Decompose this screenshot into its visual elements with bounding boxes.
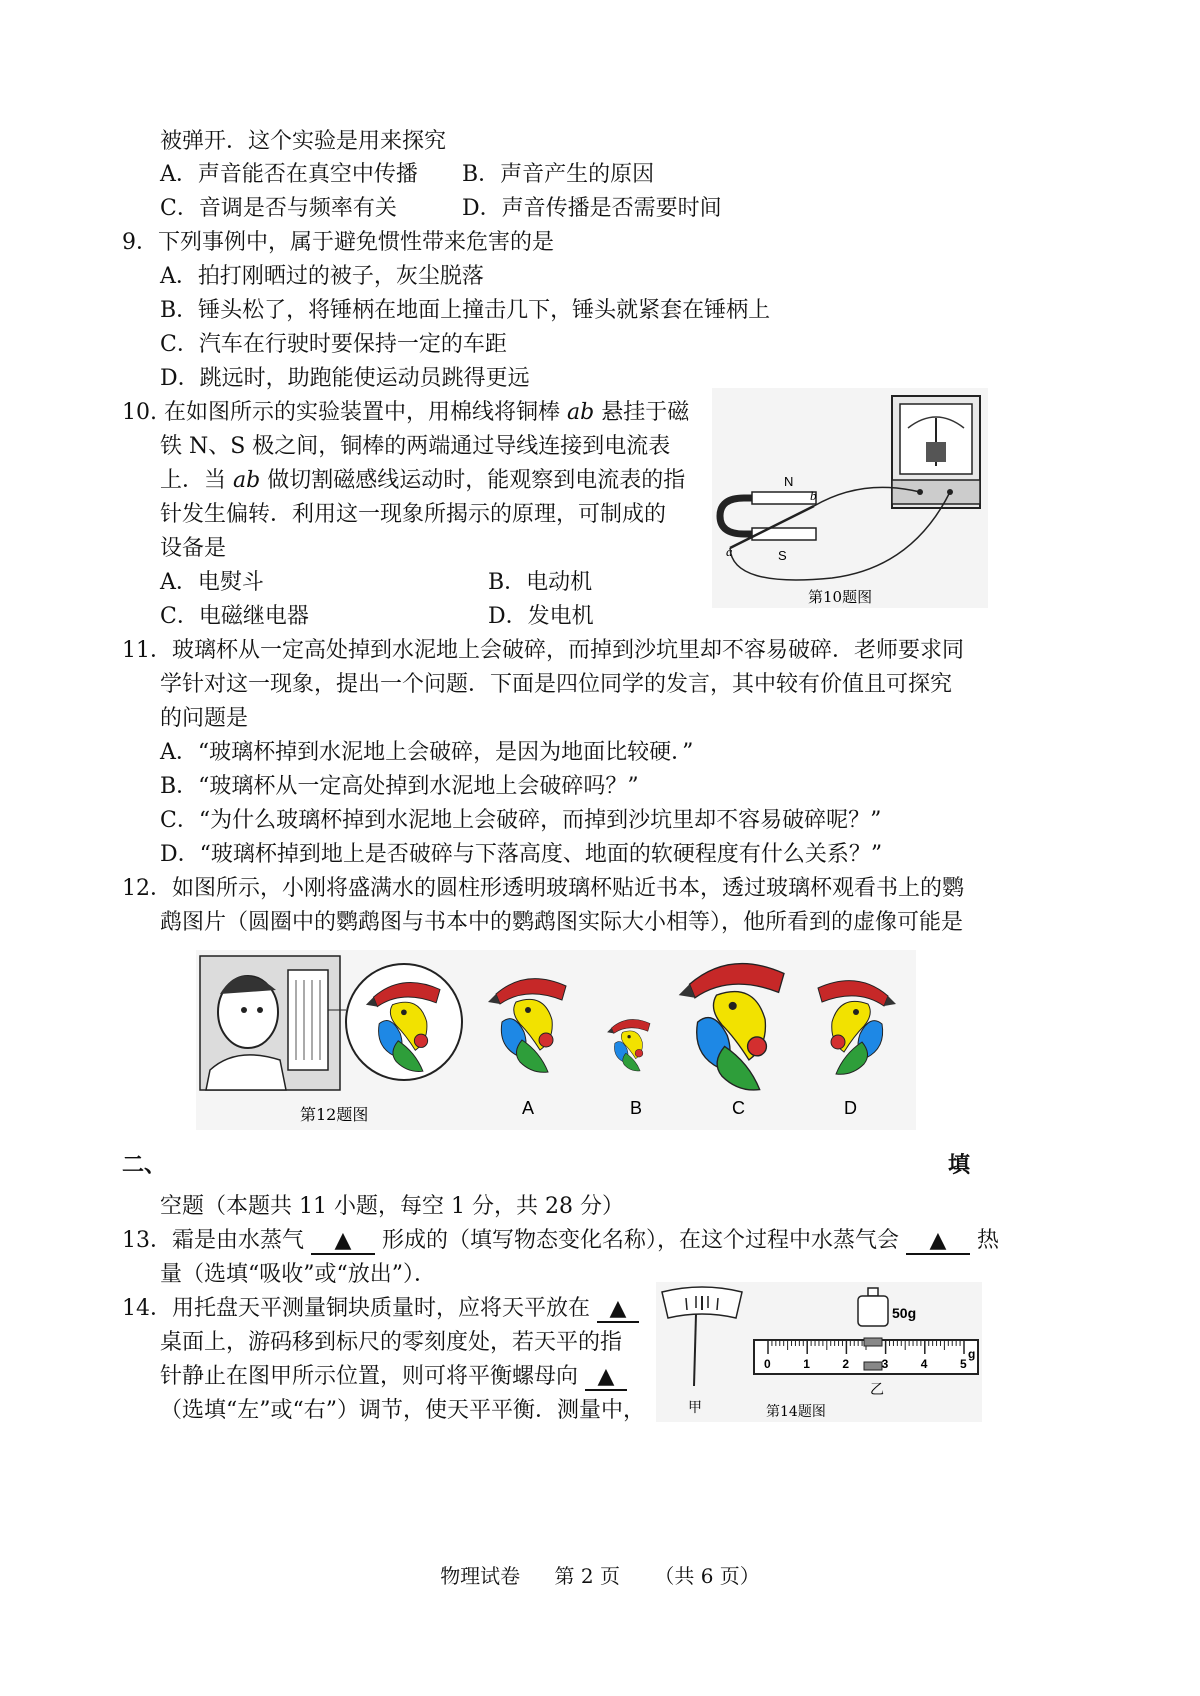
q10-line5: 设备是 [160,536,227,561]
q8-option-d: D．声音传播是否需要时间 [462,196,722,221]
q14-line1 [122,1294,639,1324]
scale-tick-label: 3 [881,1357,889,1371]
q8-option-b: B．声音产生的原因 [462,162,655,187]
label-yi: 乙 [870,1382,884,1398]
q9-option-c: C．汽车在行驶时要保持一定的车距 [160,332,507,357]
q13-blank-2[interactable]: ▲ [906,1229,970,1255]
q11-line1: 11．玻璃杯从一定高处掉到水泥地上会破碎，而掉到沙坑里却不容易破碎．老师要求同 [122,638,964,663]
q14-line3 [160,1362,627,1392]
q11-option-d: D．“玻璃杯掉到地上是否破碎与下落高度、地面的软硬程度有什么关系？” [160,842,883,867]
q10-option-b: B．电动机 [488,570,593,595]
parrot-label-b: B [630,1098,643,1118]
q13-line2: 量（选填“吸收”或“放出”）． [160,1262,436,1287]
q12-line2: 鹉图片（圆圈中的鹦鹉图与书本中的鹦鹉图实际大小相等），他所看到的虚像可能是 [160,910,964,935]
q10-line3 [160,466,685,496]
scale-tick-label: 4 [920,1357,928,1371]
q14-line3-pre: 针静止在图甲所示位置，则可将平衡螺母向 [160,1364,579,1389]
q11-option-b: B．“玻璃杯从一定高处掉到水泥地上会破碎吗？” [160,774,639,799]
parrot-label-a: A [522,1098,535,1118]
q11-line2: 学针对这一现象，提出一个问题．下面是四位同学的发言，其中较有价值且可探究 [160,672,953,697]
parrot-label-c: C [732,1098,745,1118]
q10-line3-pre: 上．当 [160,468,227,493]
scale-tick-label: 2 [842,1357,850,1371]
label-jia: 甲 [688,1400,702,1416]
q13-post: 热 [977,1228,1000,1253]
q9-stem: 9．下列事例中，属于避免惯性带来危害的是 [122,230,554,255]
figure-12-caption: 第12题图 [300,1105,369,1124]
q10-option-a: A．电熨斗 [160,570,264,595]
q9-option-a: A．拍打刚晒过的被子，灰尘脱落 [160,264,484,289]
q10-ab-2: ab [233,468,261,493]
section2-number: 二、 [122,1152,167,1178]
figure-14-caption: 第14题图 [766,1404,826,1420]
scale-tick-label: 0 [764,1357,771,1371]
q9-option-b: B．锤头松了，将锤柄在地面上撞击几下，锤头就紧套在锤柄上 [160,298,771,323]
weight-label: 50g [892,1305,917,1321]
rider-scale-image [754,1338,978,1374]
footer-page: 第 2 页 [554,1564,620,1588]
q12-line1: 12．如图所示，小刚将盛满水的圆柱形透明玻璃杯贴近书本，透过玻璃杯观看书上的鹦 [122,876,964,901]
q10-option-c: C．电磁继电器 [160,604,309,629]
q11-line3: 的问题是 [160,706,249,731]
label-n: N [784,474,794,489]
q10-line1 [122,398,689,428]
q8-option-a: A．声音能否在真空中传播 [160,162,418,187]
q10-line1-pre: 10. 在如图所示的实验装置中，用棉线将铜棒 [122,400,560,425]
q14-blank-1[interactable]: ▲ [597,1297,639,1323]
figure-12 [196,950,916,1130]
parrot-label-d: D [844,1098,857,1118]
figure-10-caption: 第10题图 [808,588,873,606]
q14-blank-2[interactable]: ▲ [585,1365,627,1391]
galvanometer-image [892,396,980,508]
scale-tick-label: 5 [960,1357,967,1371]
q10-line4: 针发生偏转．利用这一现象所揭示的原理，可制成的 [160,502,667,527]
q10-line2: 铁 N、S 极之间，铜棒的两端通过导线连接到电流表 [160,434,671,459]
boy-reading-image [200,956,346,1090]
q10-ab: ab [566,400,595,425]
q11-option-c: C．“为什么玻璃杯掉到水泥地上会破碎，而掉到沙坑里却不容易破碎呢？” [160,808,882,833]
label-a: a [726,544,733,559]
q13-mid: 形成的（填写物态变化名称），在这个过程中水蒸气会 [382,1228,900,1253]
q10-option-d: D．发电机 [488,604,594,629]
footer-subject: 物理试卷 [440,1564,521,1588]
figure-14 [656,1282,982,1422]
q14-line2: 桌面上，游码移到标尺的零刻度处，若天平的指 [160,1330,623,1355]
q13-line1 [122,1226,999,1256]
page-footer [0,1560,1200,1589]
q10-line1-post: 悬挂于磁 [601,400,690,425]
section2-heading-right: 填 [948,1152,971,1178]
q13-pre: 13．霜是由水蒸气 [122,1228,304,1253]
figure-10 [712,388,988,608]
footer-total: （共 6 页） [654,1564,760,1588]
label-b: b [810,488,817,503]
scale-tick-label: 1 [803,1357,810,1371]
q13-blank-1[interactable]: ▲ [311,1229,375,1255]
scale-unit: g [968,1347,976,1361]
q8-option-c: C．音调是否与频率有关 [160,196,397,221]
q14-line1-pre: 14．用托盘天平测量铜块质量时，应将天平放在 [122,1296,590,1321]
q9-option-d: D．跳远时，助跑能使运动员跳得更远 [160,366,530,391]
q10-line3-post: 做切割磁感线运动时，能观察到电流表的指 [267,468,686,493]
q14-line4: （选填“左”或“右”）调节，使天平平衡．测量中， [160,1398,645,1423]
section2-heading-line2: 空题（本题共 11 小题，每空 1 分，共 28 分） [160,1194,624,1219]
q8-stem-tail: 被弹开．这个实验是用来探究 [160,129,447,154]
label-s: S [778,548,787,563]
q11-option-a: A．“玻璃杯掉到水泥地上会破碎，是因为地面比较硬．” [160,740,694,765]
